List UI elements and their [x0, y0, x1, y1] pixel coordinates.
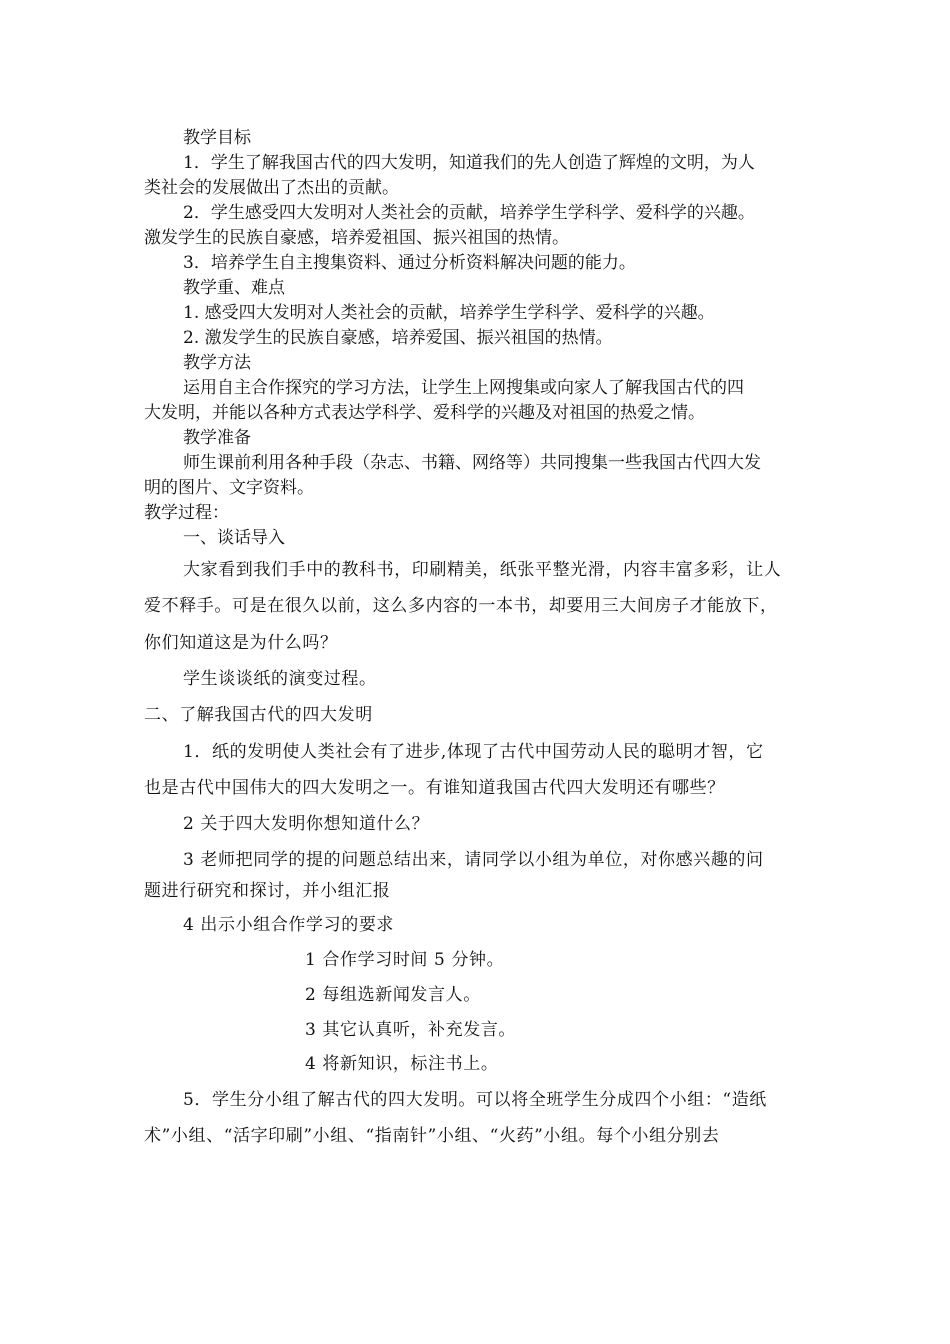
section-1-heading: 一、谈话导入 [183, 528, 285, 548]
intro-para-line-1: 大家看到我们手中的教科书，印刷精美，纸张平整光滑，内容丰富多彩，让人 [183, 560, 782, 580]
intro-para-line-3: 你们知道这是为什么吗？ [144, 633, 338, 653]
intro-para-2: 学生谈谈纸的演变过程。 [183, 669, 377, 689]
item-2: 2 关于四大发明你想知道什么？ [183, 814, 430, 834]
item-1-line-2: 也是古代中国伟大的四大发明之一。有谁知道我国古代四大发明还有哪些？ [144, 778, 725, 798]
method-line-1: 运用自主合作探究的学习方法，让学生上网搜集或向家人了解我国古代的四 [183, 378, 744, 398]
intro-para-line-2: 爱不释手。可是在很久以前，这么多内容的一本书，却要用三大间房子才能放下， [144, 596, 778, 616]
item-5-line-1: 5．学生分小组了解古代的四大发明。可以将全班学生分成四个小组：“造纸 [183, 1090, 767, 1110]
method-line-2: 大发明，并能以各种方式表达学科学、爱科学的兴趣及对祖国的热爱之情。 [144, 403, 705, 423]
objective-1-line-1: 1．学生了解我国古代的四大发明，知道我们的先人创造了辉煌的文明，为人 [183, 153, 755, 173]
requirement-4: 4 将新知识，标注书上。 [305, 1054, 499, 1074]
item-4: 4 出示小组合作学习的要求 [183, 915, 395, 935]
item-3-line-1: 3 老师把同学的提的问题总结出来，请同学以小组为单位，对你感兴趣的问 [183, 850, 764, 870]
heading-objectives: 教学目标 [183, 128, 251, 148]
focus-2: 2. 激发学生的民族自豪感，培养爱国、振兴祖国的热情。 [183, 328, 613, 348]
preparation-line-2: 明的图片、文字资料。 [144, 478, 314, 498]
heading-preparation: 教学准备 [183, 428, 251, 448]
heading-focus: 教学重、难点 [183, 278, 285, 298]
requirement-3: 3 其它认真听，补充发言。 [305, 1020, 517, 1040]
heading-method: 教学方法 [183, 353, 251, 373]
focus-1: 1. 感受四大发明对人类社会的贡献，培养学生学科学、爱科学的兴趣。 [183, 303, 715, 323]
item-1-line-1: 1．纸的发明使人类社会有了进步,体现了古代中国劳动人民的聪明才智，它 [183, 742, 764, 762]
item-3-line-2: 题进行研究和探讨，并小组汇报 [144, 881, 391, 901]
preparation-line-1: 师生课前利用各种手段（杂志、书籍、网络等）共同搜集一些我国古代四大发 [183, 453, 761, 473]
requirement-2: 2 每组选新闻发言人。 [305, 985, 481, 1005]
objective-1-line-2: 类社会的发展做出了杰出的贡献。 [144, 178, 399, 198]
objective-2-line-1: 2．学生感受四大发明对人类社会的贡献，培养学生学科学、爱科学的兴趣。 [183, 203, 755, 223]
heading-process: 教学过程： [144, 503, 229, 523]
item-5-line-2: 术”小组、“活字印刷”小组、“指南针”小组、“火药”小组。每个小组分别去 [144, 1126, 720, 1146]
objective-2-line-2: 激发学生的民族自豪感，培养爱祖国、振兴祖国的热情。 [144, 228, 569, 248]
objective-3: 3．培养学生自主搜集资料、通过分析资料解决问题的能力。 [183, 253, 636, 273]
section-2-heading: 二、了解我国古代的四大发明 [144, 705, 373, 725]
requirement-1: 1 合作学习时间 5 分钟。 [305, 950, 505, 970]
